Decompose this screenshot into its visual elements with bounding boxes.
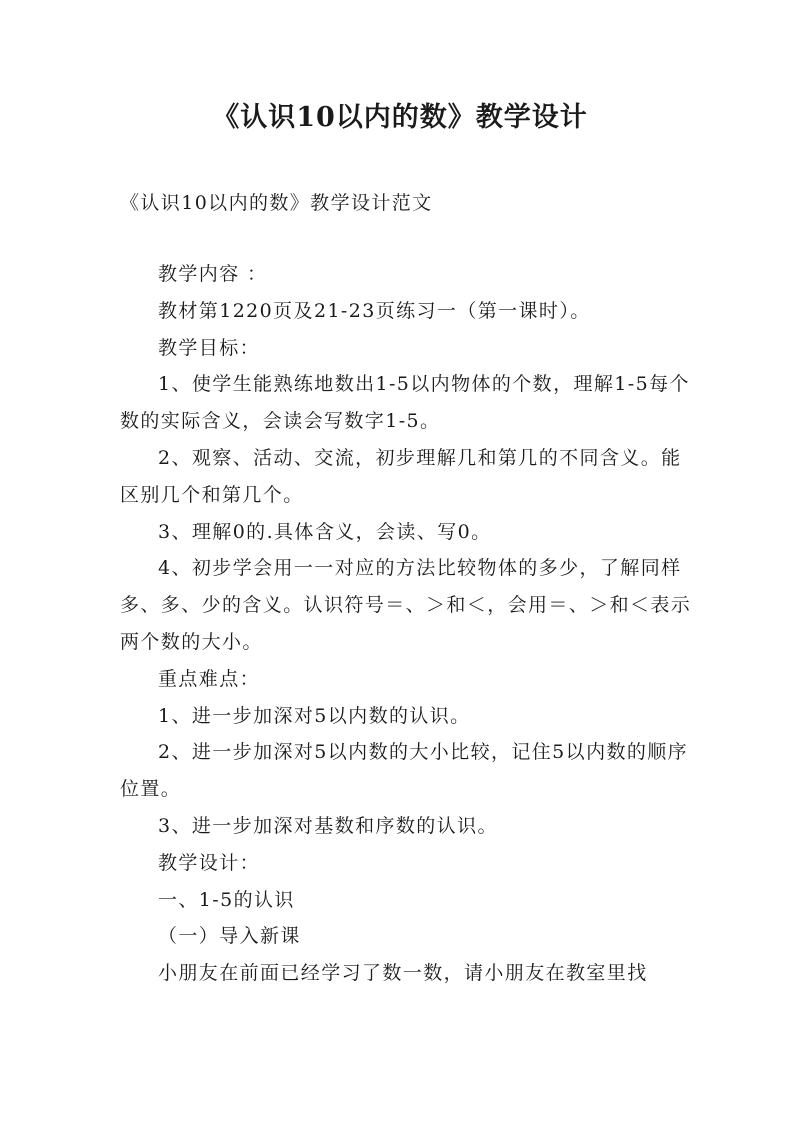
paragraph: 教学设计： xyxy=(158,851,261,874)
document-body xyxy=(120,256,695,992)
paragraph: 2、观察、活动、交流，初步理解几和第几的不同含义。能区别几个和第几个。 xyxy=(120,446,682,506)
document-title: 《认识10以内的数》教学设计 xyxy=(212,102,588,133)
paragraph: 一、1-5的认识 xyxy=(158,888,295,911)
paragraph: 1、进一步加深对5以内数的认识。 xyxy=(158,704,471,727)
paragraph: 1、使学生能熟练地数出1-5以内物体的个数，理解1-5每个数的实际含义，会读会写数字1-5。 xyxy=(120,373,690,433)
paragraph: 4、初步学会用一一对应的方法比较物体的多少，了解同样多、多、少的含义。认识符号＝、＞和＜，会用＝、＞和＜表示两个数的大小。 xyxy=(120,557,692,653)
paragraph: 3、理解0的.具体含义，会读、写0。 xyxy=(158,520,492,543)
paragraph: 重点难点： xyxy=(158,667,261,690)
paragraph: 教学内容 ： xyxy=(158,263,268,285)
document-subtitle: 《认识10以内的数》教学设计范文 xyxy=(120,192,433,214)
paragraph: 教材第1220页及21-23页练习一（第一课时）。 xyxy=(158,299,591,322)
paragraph: 教学目标： xyxy=(158,336,261,359)
paragraph: 3、进一步加深对基数和序数的认识。 xyxy=(158,814,498,837)
paragraph: 2、进一步加深对5以内数的大小比较，记住5以内数的顺序位置。 xyxy=(120,741,689,801)
paragraph: 小朋友在前面已经学习了数一数，请小朋友在教室里找 xyxy=(158,962,648,985)
paragraph: （一）导入新课 xyxy=(158,925,301,948)
